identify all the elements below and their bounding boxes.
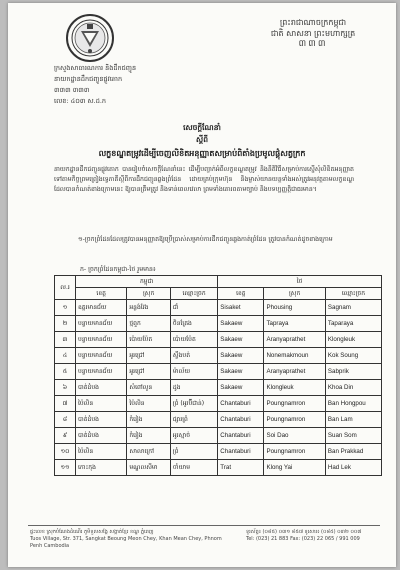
table-row (55, 428, 382, 444)
table-row (55, 348, 382, 364)
th-checkpoint-cell: Ban Hongpou (325, 396, 381, 412)
kh-district-cell: អូរជ្រៅ (127, 348, 171, 364)
th-district-cell: Nonemakmoun (264, 348, 325, 364)
kh-checkpoint-cell: ផ្សារព្រំ (170, 412, 217, 428)
kh-checkpoint-cell: ចាំយាម (170, 460, 217, 476)
th-checkpoint-cell: Ban Lam (325, 412, 381, 428)
kh-district-cell: អូរជ្រៅ (127, 364, 171, 380)
intro-paragraph: នាយកដ្ឋានដឹកជញ្ជូនផ្លូវគោក បានរៀបចំសេចក្តីណែនាំនេះ ដើម្បីបញ្ជាក់អំពីលក្ខខណ្ឌតម្រូវ និងនីតិវិធីសម្រាប់ការស្នើសុំលិខិតអនុញ្ញាត ទៅតាមកិច្ចព្រមព្រៀងទ្វេភាគីស្តីពីការដឹកជញ្ជូនឆ្លងព្រំដែន ដោយគ្រប់ក្រុមហ៊ុន និងម្ចាស់យានយន្តទាំងអស់ត្រូវអនុវត្តតាមលក្ខខណ្ឌ ដែលបានកំណត់ខាងក្រោមនេះ ឱ្យបានត្រឹមត្រូវ និងទាន់ពេលវេលា ព្រមទាំងគោរពតាមច្បាប់ និងបទប្បញ្ញត្តិជាធរមាន។ (54, 166, 354, 193)
footer-contact (246, 529, 386, 543)
th-province-cell: Sakaew (218, 332, 264, 348)
th-district-cell: Soi Dao (264, 428, 325, 444)
kh-province-cell: បាត់ដំបង (76, 412, 127, 428)
table-row (55, 444, 382, 460)
kh-province-cell: បាត់ដំបង (76, 380, 127, 396)
ministry-header (54, 63, 194, 96)
th-district-cell: Poungnamron (264, 412, 325, 428)
kh-province-cell: បន្ទាយមានជ័យ (76, 364, 127, 380)
th-province-cell: Sakaew (218, 364, 264, 380)
th-district-cell: Phousing (264, 300, 325, 316)
th-district-cell: Tapraya (264, 316, 325, 332)
kh-checkpoint-cell: ដូង (170, 380, 217, 396)
th-province-cell: Chantaburi (218, 428, 264, 444)
kh-district-cell: ថ្មពួក (127, 316, 171, 332)
kh-checkpoint-cell: ព្រំ (170, 444, 217, 460)
th-province-cell: Chantaburi (218, 412, 264, 428)
th-province-cell: Sakaew (218, 316, 264, 332)
table-row (55, 396, 382, 412)
group-cambodia-header: កម្ពុជា (76, 276, 218, 288)
th-checkpoint-cell: Klongleuk (325, 332, 381, 348)
department-name: នាយកដ្ឋានដឹកជញ្ជូនផ្លូវគោក (54, 75, 123, 83)
row-number: ២ (55, 316, 76, 332)
th-checkpoint-cell: Suan Som (325, 428, 381, 444)
kh-district-cell: អន្លង់វែង (127, 300, 171, 316)
kh-checkpoint-cell: ជាំ (170, 300, 217, 316)
footer-divider (28, 525, 380, 526)
kh-province-header: ខេត្ត (76, 288, 127, 300)
footer-contact-kh: ទូរស័ព្ទ៖ (០៨៥) ០៣១ ៨៥៧ ទូរសារ៖ (០៨៥) ០៣២ ០០៧ (246, 529, 362, 535)
kh-district-cell: សំពៅលូន (127, 380, 171, 396)
th-province-cell: Sisaket (218, 300, 264, 316)
kh-province-cell: ប៉ៃលិន (76, 444, 127, 460)
th-province-header: ខេត្ត (218, 288, 264, 300)
footer-address (30, 529, 230, 550)
th-district-cell: Klongleuk (264, 380, 325, 396)
th-district-cell: Klong Yai (264, 460, 325, 476)
ministry-seal-icon (65, 13, 115, 63)
border-checkpoints-table (54, 275, 382, 476)
table-row (55, 364, 382, 380)
th-district-header: ស្រុក (264, 288, 325, 300)
kh-province-cell: ឧត្តរមានជ័យ (76, 300, 127, 316)
ministry-name: ក្រសួងសាធារណការ និងដឹកជញ្ជូន (54, 64, 137, 72)
document-subject-label: ស្តីពី (196, 135, 208, 144)
kingdom-header (238, 17, 388, 50)
th-checkpoint-header: ឈ្មោះច្រក (325, 288, 381, 300)
kh-checkpoint-cell: ប៉ោយប៉ែត (170, 332, 217, 348)
footer-contact-en: Tel: (023) 21 883 Fax: (023) 22 065 / 991 009 (246, 536, 360, 542)
footer-address-kh: ផ្ទះលេខ ស្រុកបំណែងដំណើរ ភូមិទួលសង្កែ សង្កាត់ខ្មែរ ខណ្ឌ ភ្នំពេញ (30, 529, 154, 535)
table-body (55, 300, 382, 476)
row-number: ១០ (55, 444, 76, 460)
reference-number: លេខ: ៤០៣ ស.ដ.ក (54, 97, 107, 105)
kh-district-cell: កំរៀង (127, 412, 171, 428)
row-number: ៦ (55, 380, 76, 396)
national-motto: ជាតិ សាសនា ព្រះមហាក្សត្រ (270, 29, 356, 38)
table-row (55, 460, 382, 476)
th-checkpoint-cell: Khoa Din (325, 380, 381, 396)
document-title: សេចក្តីណែនាំ (183, 123, 221, 132)
kh-province-cell: បន្ទាយមានជ័យ (76, 332, 127, 348)
th-province-cell: Sakaew (218, 380, 264, 396)
row-number: ៣ (55, 332, 76, 348)
kh-district-cell: ប៉ៃលិន (127, 396, 171, 412)
section-1-paragraph: ១-ច្រកព្រំដែនដែលត្រូវបានអនុញ្ញាតឱ្យប្រើប្រាស់សម្រាប់ការដឹកជញ្ជូនឆ្លងកាត់ព្រំដែន ត្រូវបានកំណត់ដូចខាងក្រោម (78, 236, 333, 243)
th-province-cell: Chantaburi (218, 444, 264, 460)
row-number: ៤ (55, 348, 76, 364)
th-checkpoint-cell: Ban Prakkad (325, 444, 381, 460)
row-number: ៨ (55, 412, 76, 428)
th-district-cell: Poungnamron (264, 444, 325, 460)
th-checkpoint-cell: Kok Soung (325, 348, 381, 364)
kh-province-cell: បន្ទាយមានជ័យ (76, 348, 127, 364)
th-checkpoint-cell: Sabprik (325, 364, 381, 380)
th-province-cell: Trat (218, 460, 264, 476)
th-province-cell: Sakaew (218, 348, 264, 364)
row-number: ១១ (55, 460, 76, 476)
col-no-header: ល.រ (55, 276, 76, 300)
table-row (55, 316, 382, 332)
kh-district-cell: កំរៀង (127, 428, 171, 444)
row-number: ១ (55, 300, 76, 316)
kh-province-cell: បាត់ដំបង (76, 428, 127, 444)
footer-address-en: Tuos Village, Str. 371, Sangkat Beoung Meon Chey, Khan Mean Chey, Phnom Penh Cambodia (30, 536, 222, 549)
kh-checkpoint-cell: ចិនគ្រែង (170, 316, 217, 332)
kh-district-cell: ប៉ោយប៉ែត (127, 332, 171, 348)
kh-province-cell: ប៉ៃលិន (76, 396, 127, 412)
kh-district-header: ស្រុក (127, 288, 171, 300)
kh-district-cell: សាលាក្រៅ (127, 444, 171, 460)
table-row (55, 332, 382, 348)
row-number: ៥ (55, 364, 76, 380)
th-district-cell: Aranyaprathet (264, 332, 325, 348)
th-checkpoint-cell: Taparaya (325, 316, 381, 332)
kh-checkpoint-cell: អូរស្មាច់ (170, 428, 217, 444)
left-ornament: ៣៣៣ ៣៣៣ (54, 86, 90, 94)
kh-checkpoint-cell: ស្ទឹងបត់ (170, 348, 217, 364)
th-district-cell: Aranyaprathet (264, 364, 325, 380)
document-page (8, 3, 396, 567)
th-province-cell: Chantaburi (218, 396, 264, 412)
row-number: ៧ (55, 396, 76, 412)
th-checkpoint-cell: Had Lek (325, 460, 381, 476)
table-row (55, 412, 382, 428)
th-checkpoint-cell: Sagnam (325, 300, 381, 316)
kh-province-cell: កោះកុង (76, 460, 127, 476)
header-ornament: ៣៣៣ (298, 39, 328, 49)
kh-checkpoint-header: ឈ្មោះច្រក (170, 288, 217, 300)
kh-district-cell: មណ្ឌលសីមា (127, 460, 171, 476)
table-row (55, 300, 382, 316)
kh-checkpoint-cell: ព្រំ (អូរប៊ីជាន់) (170, 396, 217, 412)
document-subject: លក្ខខណ្ឌតម្រូវដើម្បីចេញលិខិតអនុញ្ញាតសម្រាប់ពិតាំងប្រមូលផ្តុំសត្វក្រក (98, 149, 306, 158)
th-district-cell: Poungnamron (264, 396, 325, 412)
kh-province-cell: បន្ទាយមានជ័យ (76, 316, 127, 332)
table-row (55, 380, 382, 396)
group-thailand-header: ថៃ (218, 276, 382, 288)
row-number: ៩ (55, 428, 76, 444)
kingdom-name: ព្រះរាជាណាចក្រកម្ពុជា (279, 18, 347, 27)
section-subheading: ក- ច្រកព្រំដែនកម្ពុជា-ថៃ រួមមាន៖ (80, 266, 156, 273)
kh-checkpoint-cell: ម៉ាល័យ (170, 364, 217, 380)
